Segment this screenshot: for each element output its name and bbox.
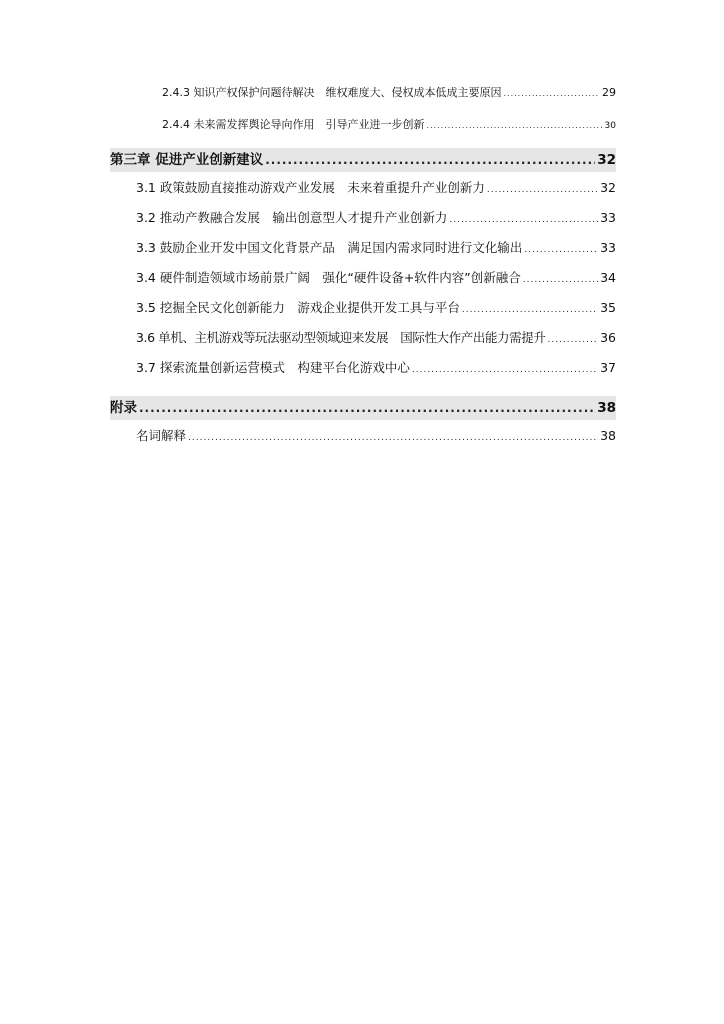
toc-section-3-2[interactable] (110, 208, 616, 232)
toc-section-3-6[interactable] (110, 328, 616, 352)
dot-leader (487, 185, 598, 195)
toc-entry-title: 2.4.4 未来需发挥舆论导向作用 引导产业进一步创新 (162, 118, 425, 131)
toc-entry-2-4-4[interactable] (110, 116, 616, 140)
toc-section-title: 3.1 政策鼓励直接推动游戏产业发展 未来着重提升产业创新力 (136, 180, 485, 195)
dot-leader (503, 89, 600, 98)
dot-leader (523, 275, 598, 285)
spacer (110, 388, 616, 396)
toc-chapter-page: 32 (597, 152, 616, 168)
dot-leader (524, 245, 598, 255)
toc-section-page: 38 (600, 428, 616, 443)
toc-section-title: 3.7 探索流量创新运营模式 构建平台化游戏中心 (136, 360, 410, 375)
toc-section-3-7[interactable] (110, 358, 616, 382)
dot-leader (426, 121, 602, 130)
dot-leader (412, 365, 598, 375)
toc-section-title: 3.6 单机、主机游戏等玩法驱动型领域迎来发展 国际性大作产出能力需提升 (136, 330, 546, 345)
toc-section-3-5[interactable] (110, 298, 616, 322)
toc-section-title: 3.3 鼓励企业开发中国文化背景产品 满足国内需求同时进行文化输出 (136, 240, 523, 255)
toc-entry-page: 30 (604, 121, 616, 131)
toc-chapter-3[interactable] (110, 148, 616, 172)
toc-appendix[interactable] (110, 396, 616, 420)
dot-leader (139, 396, 595, 420)
toc-section-title: 名词解释 (136, 428, 187, 443)
toc-section-title: 3.2 推动产教融合发展 输出创意型人才提升产业创新力 (136, 210, 448, 225)
toc-section-glossary[interactable] (110, 426, 616, 450)
toc-section-3-1[interactable] (110, 178, 616, 202)
dot-leader (188, 433, 598, 443)
dot-leader (462, 305, 598, 315)
dot-leader (265, 148, 595, 172)
toc-section-title: 3.5 挖掘全民文化创新能力 游戏企业提供开发工具与平台 (136, 300, 460, 315)
toc-section-title: 3.4 硬件制造领域市场前景广阔 强化“硬件设备+软件内容”创新融合 (136, 270, 521, 285)
toc-entry-page: 29 (602, 86, 616, 99)
toc-section-3-3[interactable] (110, 238, 616, 262)
toc-chapter-title: 附录 (110, 400, 137, 416)
toc-entry-title: 2.4.3 知识产权保护问题待解决 维权难度大、侵权成本低成主要原因 (162, 86, 502, 99)
table-of-contents (110, 84, 616, 456)
toc-section-3-4[interactable] (110, 268, 616, 292)
toc-section-page: 32 (600, 180, 616, 195)
toc-chapter-title: 第三章 促进产业创新建议 (110, 152, 264, 168)
toc-section-page: 33 (600, 240, 616, 255)
dot-leader (449, 215, 598, 225)
toc-section-page: 33 (600, 210, 616, 225)
toc-section-page: 34 (600, 270, 616, 285)
toc-entry-2-4-3[interactable] (110, 84, 616, 108)
toc-section-page: 36 (600, 330, 616, 345)
toc-section-page: 35 (600, 300, 616, 315)
dot-leader (547, 335, 598, 345)
toc-chapter-page: 38 (597, 400, 616, 416)
toc-section-page: 37 (600, 360, 616, 375)
